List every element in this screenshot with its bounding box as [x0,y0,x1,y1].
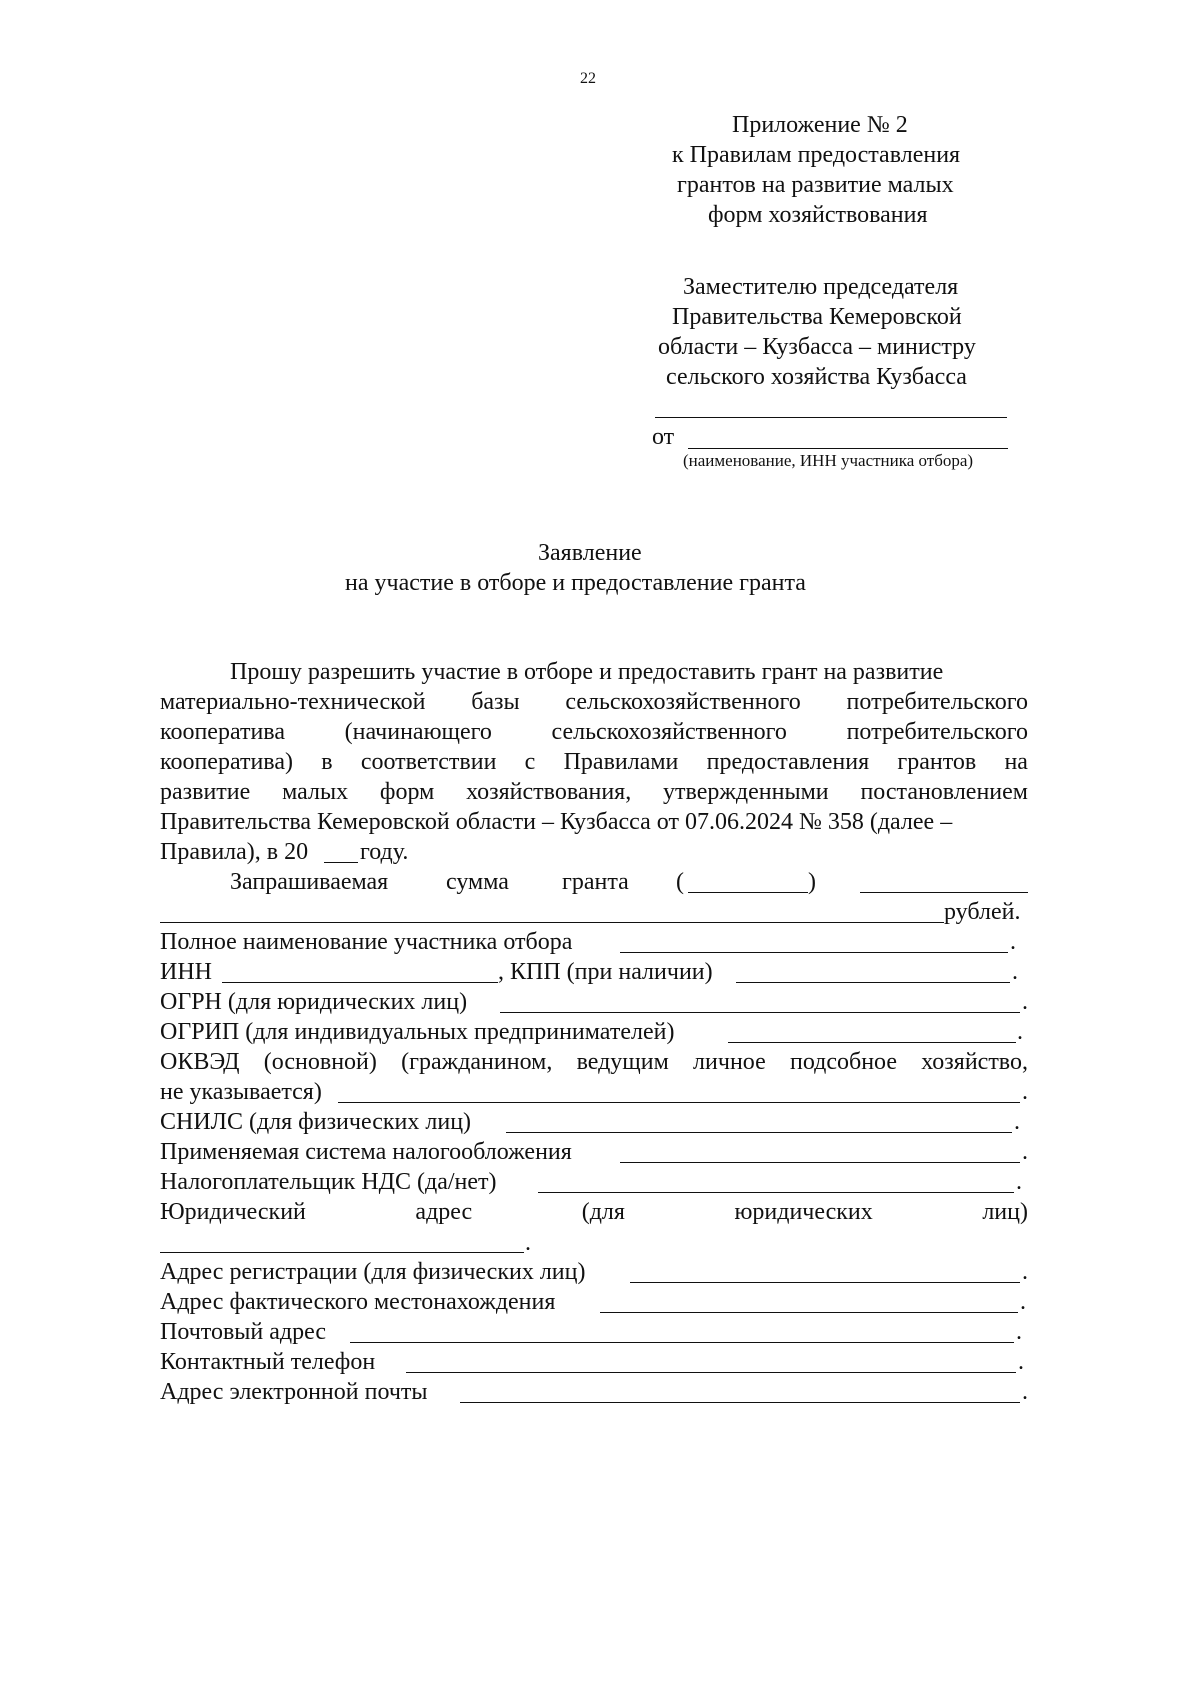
from-label: от [652,424,675,450]
period: . [1010,929,1016,955]
full-name-field[interactable] [620,952,1008,953]
amount-open-paren: ( [676,869,684,895]
word: на [1004,749,1028,775]
amount-words-blank-2[interactable] [160,922,944,923]
word: (для [581,1199,625,1225]
appendix-line-1: Приложение № 2 [732,112,908,138]
amount-label: Запрашиваемая [230,869,389,895]
word: лиц) [982,1199,1028,1225]
addressee-line-2: Правительства Кемеровской [672,304,962,330]
word: малых [282,779,349,805]
vat-field[interactable] [538,1192,1014,1193]
appendix-line-3: грантов на развитие малых [677,172,954,198]
word: базы [471,689,520,715]
postal-address-label: Почтовый адрес [160,1319,327,1345]
period: . [1018,1349,1024,1375]
okved-field[interactable] [338,1102,1020,1103]
period: . [1016,1319,1022,1345]
registration-address-field[interactable] [630,1282,1020,1283]
word: кооператива [160,719,285,745]
word: постановлением [860,779,1028,805]
word: сельскохозяйственного [565,689,801,715]
period: . [1020,1289,1026,1315]
ogrip-label: ОГРИП (для индивидуальных предпринимателей) [160,1019,675,1045]
word: кооператива) [160,749,293,775]
amount-close-paren: ) [808,869,816,895]
tax-system-label: Применяемая система налогообложения [160,1139,572,1165]
period: . [1012,959,1018,985]
document-title: Заявление [538,540,642,566]
addressee-line-3: области – Кузбасса – министру [658,334,976,360]
body-line-6: Правительства Кемеровской области – Кузбасса от 07.06.2024 № 358 (далее – [160,809,953,835]
inn-field[interactable] [222,982,498,983]
page-number: 22 [580,70,596,87]
word: материально-технической [160,689,426,715]
word: Правилами [563,749,679,775]
phone-label: Контактный телефон [160,1349,376,1375]
body-line-7a: Правила), в 20 [160,839,309,865]
word: грантов [897,749,977,775]
kpp-field[interactable] [736,982,1010,983]
word: потребительского [846,689,1028,715]
actual-address-field[interactable] [600,1312,1018,1313]
vat-label: Налогоплательщик НДС (да/нет) [160,1169,497,1195]
postal-address-field[interactable] [350,1342,1014,1343]
word: соответствии [360,749,497,775]
word: хозяйствования, [466,779,632,805]
email-label: Адрес электронной почты [160,1379,428,1405]
amount-word-sum: сумма [446,869,509,895]
ogrip-field[interactable] [728,1042,1016,1043]
period: . [1014,1109,1020,1135]
addressee-blank-line[interactable] [655,417,1007,418]
word: сельскохозяйственного [551,719,787,745]
word: подсобное [789,1049,897,1075]
body-line-2 [160,687,1028,717]
email-field[interactable] [460,1402,1020,1403]
okved-label-line-1 [160,1047,1028,1077]
word: хозяйство, [921,1049,1028,1075]
phone-field[interactable] [406,1372,1016,1373]
period: . [1022,1259,1028,1285]
legal-address-field[interactable] [160,1252,524,1253]
period: . [1022,1379,1028,1405]
full-name-label: Полное наименование участника отбора [160,929,573,955]
addressee-line-1: Заместителю председателя [683,274,959,300]
appendix-line-4: форм хозяйствования [708,202,928,228]
word: личное [693,1049,766,1075]
body-line-3 [160,717,1028,747]
snils-field[interactable] [506,1132,1012,1133]
ogrn-field[interactable] [500,1012,1020,1013]
ogrn-label: ОГРН (для юридических лиц) [160,989,468,1015]
snils-label: СНИЛС (для физических лиц) [160,1109,472,1135]
kpp-label: , КПП (при наличии) [498,959,713,985]
word: ведущим [576,1049,669,1075]
word: развитие [160,779,251,805]
okved-label-line-2: не указывается) [160,1079,322,1105]
word: утвержденными [663,779,829,805]
word: Юридический [160,1199,306,1225]
period: . [1016,1169,1022,1195]
amount-word-grant: гранта [562,869,629,895]
amount-words-blank-1[interactable] [860,892,1028,893]
from-note: (наименование, ИНН участника отбора) [683,451,974,470]
document-subtitle: на участие в отборе и предоставление гранта [345,570,806,596]
word: ОКВЭД [160,1049,240,1075]
registration-address-label: Адрес регистрации (для физических лиц) [160,1259,586,1285]
period: . [1022,989,1028,1015]
word: форм [379,779,435,805]
period: . [1022,1079,1028,1105]
word: с [524,749,536,775]
appendix-line-2: к Правилам предоставления [672,142,961,168]
word: адрес [415,1199,473,1225]
body-line-1: Прошу разрешить участие в отборе и предоставить грант на развитие [230,659,944,685]
year-blank-line[interactable] [324,862,358,863]
body-line-7b: году. [360,839,409,865]
period: . [525,1230,531,1256]
period: . [1022,1139,1028,1165]
word: предоставления [706,749,870,775]
body-line-5 [160,777,1028,807]
tax-system-field[interactable] [620,1162,1020,1163]
word: (начинающего [344,719,492,745]
word: потребительского [846,719,1028,745]
from-blank-line[interactable] [688,448,1008,449]
inn-label: ИНН [160,959,212,985]
amount-digits-blank[interactable] [688,892,808,893]
word: (гражданином, [401,1049,553,1075]
word: в [321,749,333,775]
legal-address-label [160,1197,1028,1227]
period: . [1017,1019,1023,1045]
word: юридических [734,1199,873,1225]
body-line-4 [160,747,1028,777]
word: (основной) [263,1049,377,1075]
rubles-label: рублей. [944,899,1021,925]
actual-address-label: Адрес фактического местонахождения [160,1289,556,1315]
addressee-line-4: сельского хозяйства Кузбасса [666,364,967,390]
